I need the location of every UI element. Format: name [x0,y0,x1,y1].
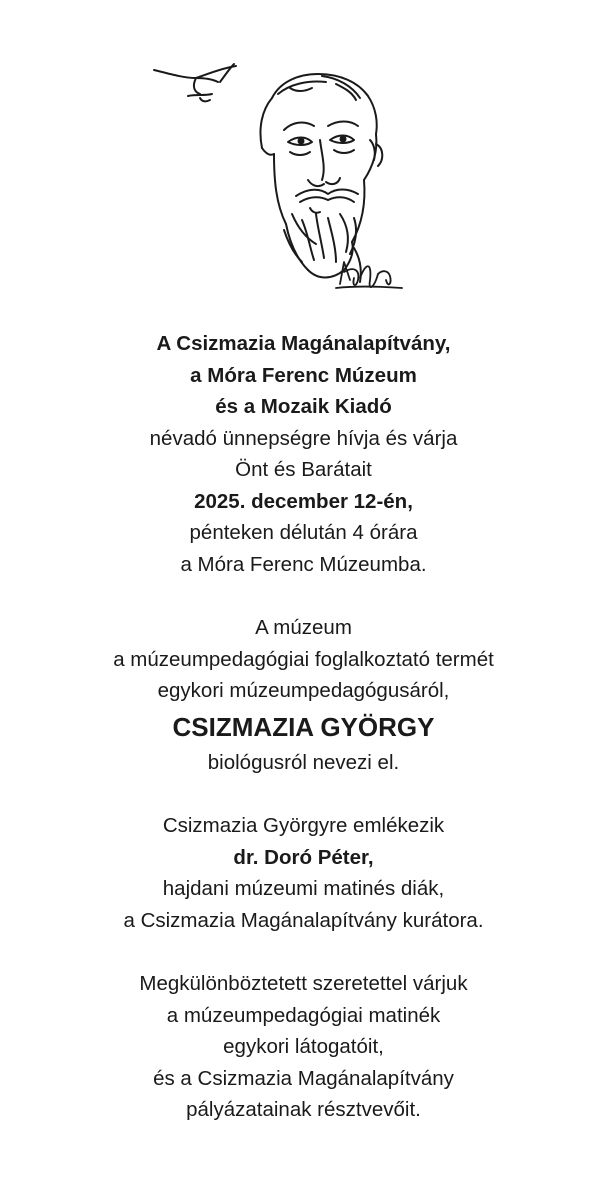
event-date: 2025. december 12-én, [194,489,413,513]
spacer [0,580,607,612]
memorial-line-3: a Csizmazia Magánalapítvány kurátora. [123,908,484,932]
closing-line-3: egykori látogatóit, [223,1035,384,1058]
face-drawing [260,74,382,282]
invitation-guests: Önt és Barátait [235,458,372,481]
host-foundation: A Csizmazia Magánalapítvány, [156,332,451,355]
naming-line-3: egykori múzeumpedagógusáról, [157,679,450,702]
memorial-line-2: hajdani múzeumi matinés diák, [162,877,445,900]
portrait-illustration [140,48,410,308]
closing-line-5: pályázatainak résztvevőit. [186,1098,421,1121]
host-museum: a Móra Ferenc Múzeum [190,363,417,387]
naming-line-1: A múzeum [255,616,352,639]
closing-line-1: Megkülönböztetett szeretettel várjuk [139,972,468,995]
spacer [0,778,607,810]
invitation-line: névadó ünnepségre hívja és várja [149,426,458,450]
closing-line-2: a múzeumpedagógiai matinék [166,1003,441,1027]
memorial-line-1: Csizmazia Györgyre emlékezik [162,814,445,837]
host-publisher: és a Mozaik Kiadó [215,395,392,418]
event-time: pénteken délután 4 órára [189,521,418,544]
spacer [0,936,607,968]
invitation-text [0,328,607,1126]
naming-line-4: biológusról nevezi el. [207,750,400,774]
closing-line-4: és a Csizmazia Magánalapítvány [153,1066,454,1090]
event-place: a Móra Ferenc Múzeumba. [180,552,427,576]
naming-line-2: a múzeumpedagógiai foglalkoztató termét [113,647,494,671]
speaker-name: dr. Doró Péter, [233,845,374,869]
artist-signature [336,262,402,288]
bird-drawing [154,64,236,101]
honoree-name: CSIZMAZIA GYÖRGY [172,711,435,742]
